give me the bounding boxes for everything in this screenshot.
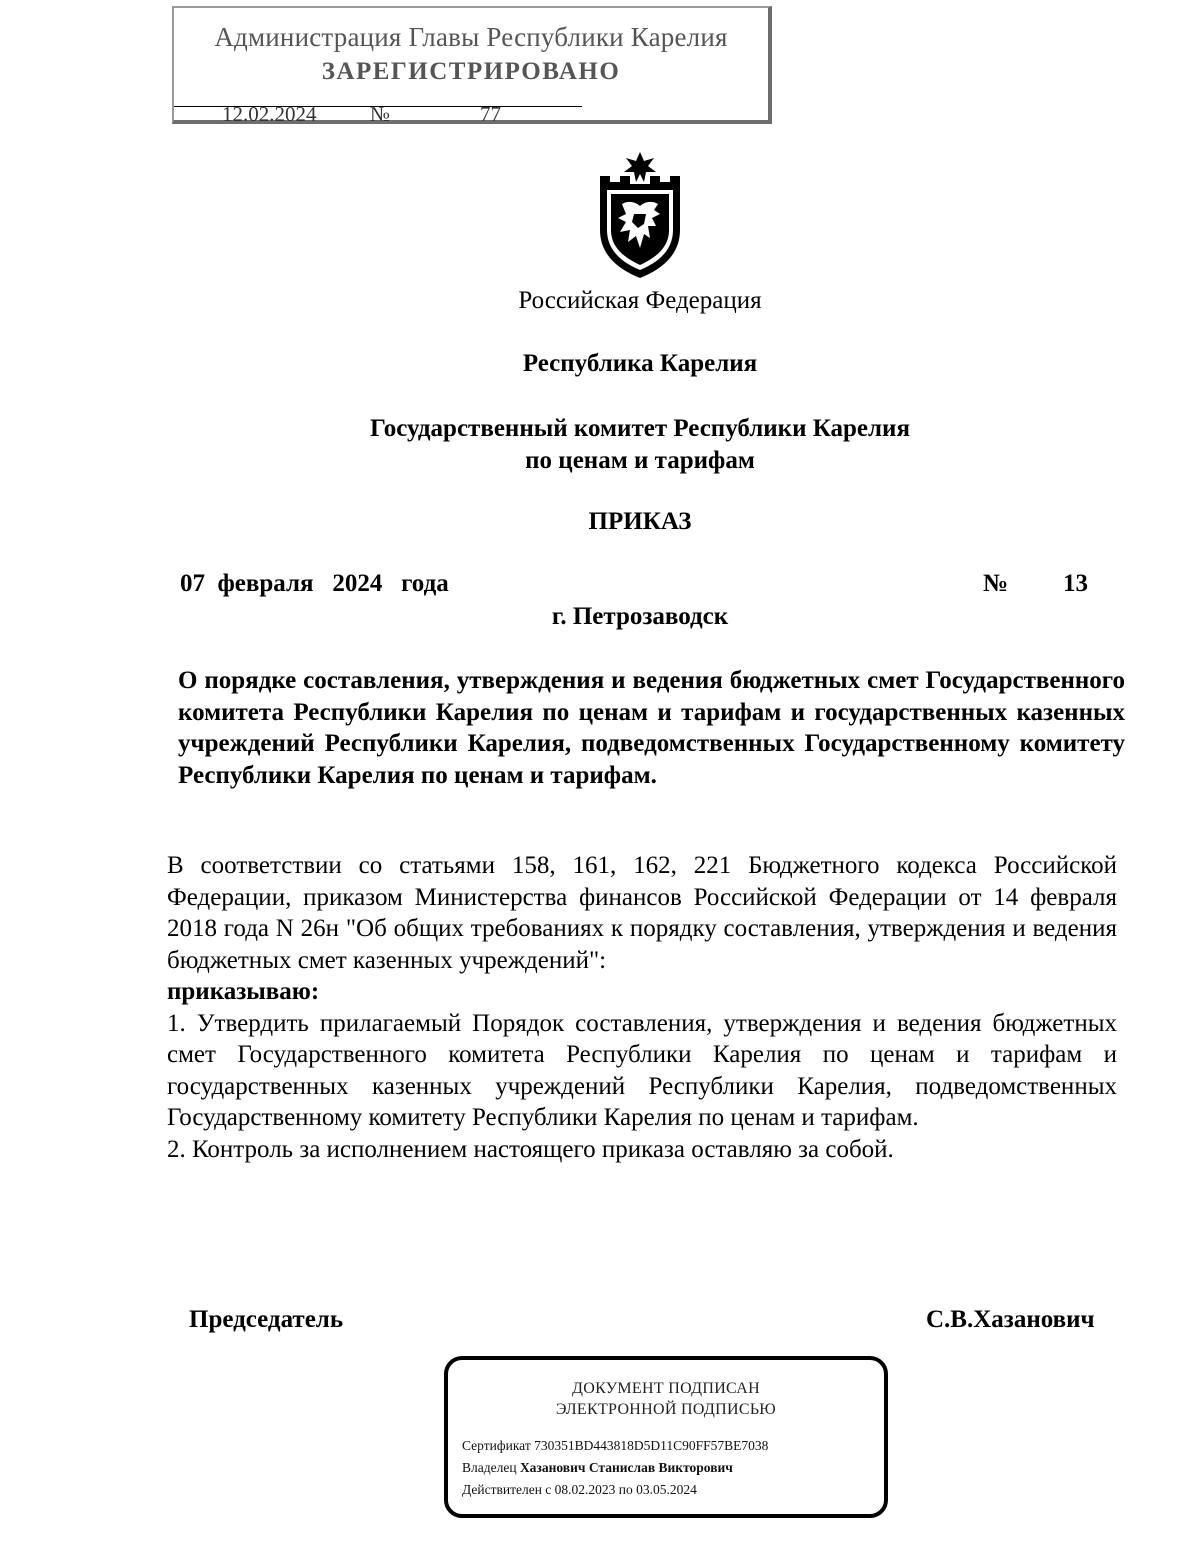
registration-status: ЗАРЕГИСТРИРОВАНО xyxy=(321,58,621,85)
esig-owner xyxy=(462,1460,733,1476)
committee-name xyxy=(40,413,1200,477)
committee-name-line2: по ценам и тарифам xyxy=(525,447,755,474)
registration-date: 12.02.2024 xyxy=(222,102,317,126)
order-item-2: 2. Контроль за исполнением настоящего приказа оставляю за собой. xyxy=(167,1135,894,1163)
esig-valid-from: 08.02.2023 xyxy=(554,1482,616,1497)
order-item-1: 1. Утвердить прилагаемый Порядок составления, утверждения и ведения бюджетных смет Государственного комитета Республики Карелия по ценам и тарифам и государственных казенных учреждений Республики Карелия, подведомственных Государственному комитету Республики Карелия по ценам и тарифам. xyxy=(167,1009,1117,1131)
order-number-sign: № xyxy=(983,570,1009,597)
country-name: Российская Федерация xyxy=(518,287,762,314)
signatory-position: Председатель xyxy=(189,1306,344,1333)
esig-certificate xyxy=(462,1438,768,1454)
order-number: 13 xyxy=(1063,570,1088,597)
order-preamble: В соответствии со статьями 158, 161, 162, 221 Бюджетного кодекса Российской Федерации, приказом Министерства финансов Российской Федерации от 14 февраля 2018 года N 26н "Об общих требованиях к порядку составления, утверждения и ведения бюджетных смет казенных учреждений": xyxy=(167,852,1117,974)
electronic-signature-stamp xyxy=(444,1356,888,1518)
registration-stamp xyxy=(172,6,772,124)
order-title: О порядке составления, утверждения и ведения бюджетных смет Государственного комитета Республики Карелия по ценам и тарифам и государственных казенных учреждений Республики Карелия, подведомственных Государственному комитету Республики Карелия по ценам и тарифам. xyxy=(178,667,1125,789)
order-date: 07 февраля 2024 года xyxy=(180,570,449,597)
signatory-name: С.В.Хазанович xyxy=(926,1306,1095,1333)
order-city: г. Петрозаводск xyxy=(551,603,729,630)
esig-validity xyxy=(462,1482,697,1498)
committee-name-line1: Государственный комитет Республики Карелия xyxy=(370,415,910,442)
registration-number: 77 xyxy=(480,102,501,126)
order-body xyxy=(167,850,1117,1165)
registration-organization: Администрация Главы Республики Карелия xyxy=(214,22,728,52)
esig-heading-line1: ДОКУМЕНТ ПОДПИСАН xyxy=(572,1380,760,1397)
registration-number-sign: № xyxy=(370,102,391,126)
order-word: приказываю: xyxy=(167,978,320,1005)
esig-heading-line2: ЭЛЕКТРОННОЙ ПОДПИСЬЮ xyxy=(555,1401,777,1418)
esig-valid-to-label: по xyxy=(618,1482,633,1497)
esig-valid-to: 03.05.2024 xyxy=(636,1482,697,1497)
esig-certificate-value: 730351BD443818D5D11C90FF57BE7038 xyxy=(534,1438,769,1453)
esig-owner-value: Хазанович Станислав Викторович xyxy=(519,1460,733,1475)
karelia-coat-of-arms-icon xyxy=(594,152,686,280)
document-type: ПРИКАЗ xyxy=(588,508,692,535)
republic-name: Республика Карелия xyxy=(522,350,758,377)
esig-certificate-label: Сертификат xyxy=(462,1438,531,1453)
esig-owner-label: Владелец xyxy=(462,1460,517,1475)
esig-valid-label: Действителен с xyxy=(462,1482,552,1497)
